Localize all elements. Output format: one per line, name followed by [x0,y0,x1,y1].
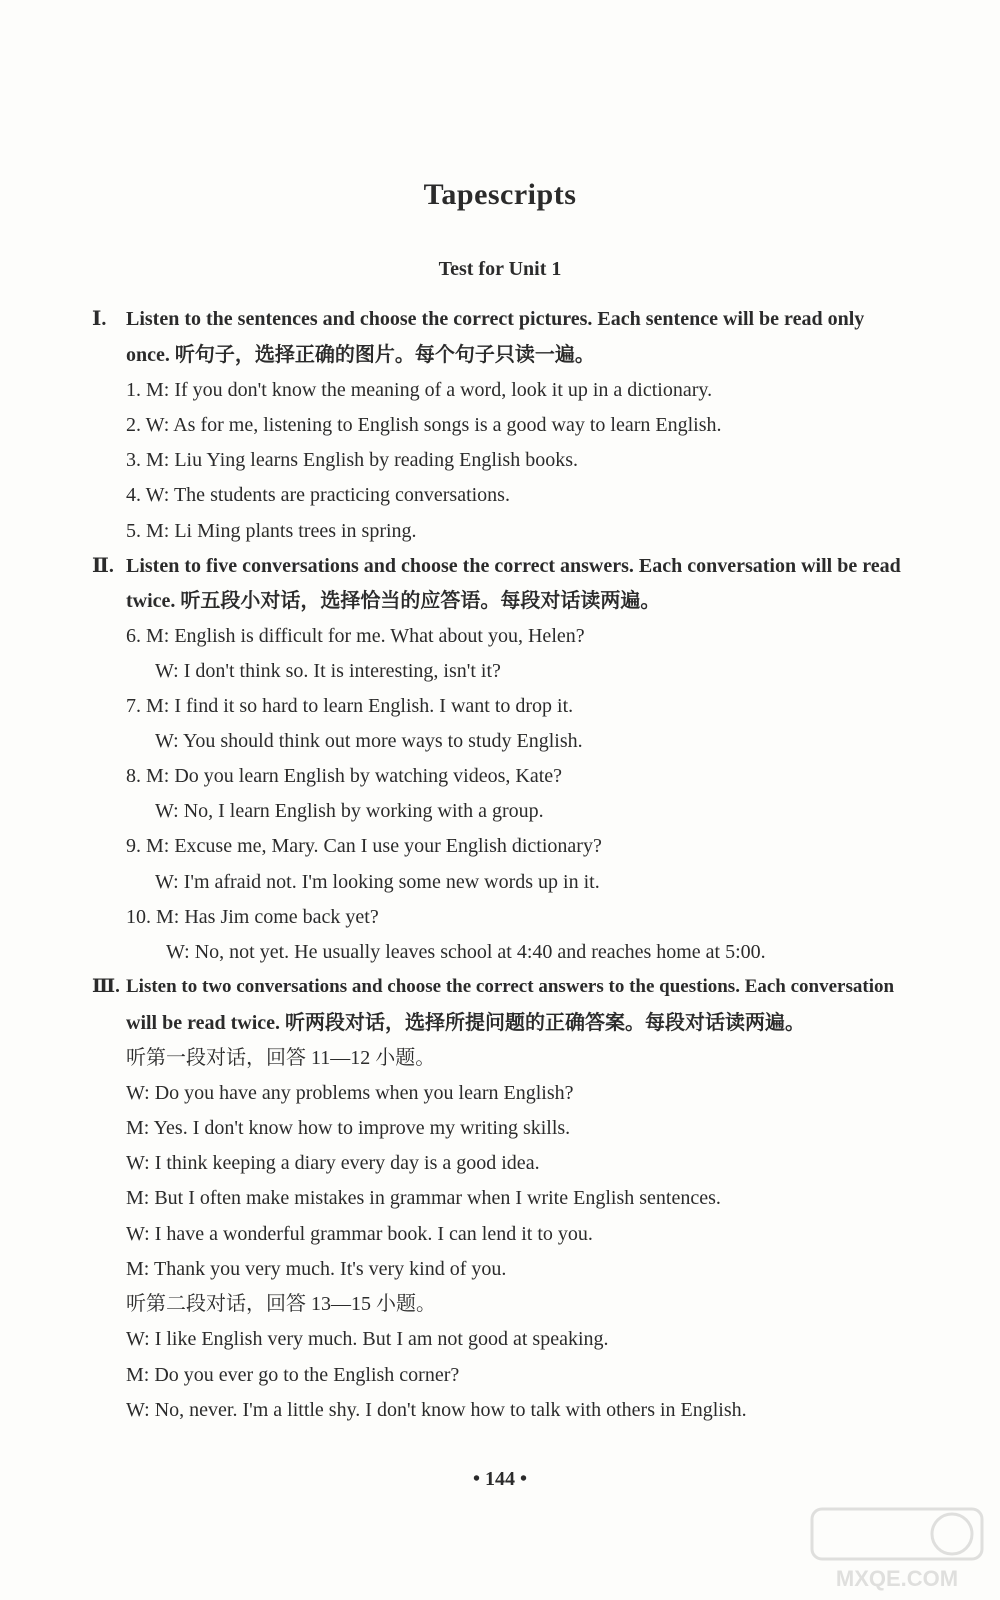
conversation-intro: 听第一段对话，回答 11—12 小题。 [126,1047,436,1069]
list-item: W: No, not yet. He usually leaves school at 4:40 and reaches home at 5:00. [166,941,766,963]
list-item: 3. M: Liu Ying learns English by reading English books. [126,449,579,471]
watermark-logo [802,1504,992,1594]
section-number: Ⅰ. [92,308,107,330]
list-item: 2. W: As for me, listening to English songs is a good way to learn English. [126,414,722,436]
watermark-text: MXQE.COM [835,1566,959,1591]
page-title: Tapescripts [423,178,577,211]
section-2-instruction-cont: twice. 听五段小对话，选择恰当的应答语。每段对话读两遍。 [126,590,661,612]
section-2-heading [92,552,901,580]
list-item: M: But I often make mistakes in grammar when I write English sentences. [126,1187,721,1209]
conversation-intro: 听第二段对话，回答 13—15 小题。 [126,1293,436,1315]
page-number: • 144 • [472,1468,527,1490]
section-number: Ⅱ. [92,555,114,577]
section-1-instruction-cont: once. 听句子，选择正确的图片。每个句子只读一遍。 [126,344,595,366]
list-item: 7. M: I find it so hard to learn English. I want to drop it. [126,695,574,717]
list-item: W: I think keeping a diary every day is a good idea. [126,1152,540,1174]
section-1-heading [92,305,864,333]
list-item: 9. M: Excuse me, Mary. Can I use your English dictionary? [126,835,602,857]
list-item: M: Yes. I don't know how to improve my writing skills. [126,1117,571,1139]
list-item: W: I have a wonderful grammar book. I can lend it to you. [126,1223,593,1245]
list-item: 1. M: If you don't know the meaning of a word, look it up in a dictionary. [126,379,713,401]
list-item: W: I like English very much. But I am not good at speaking. [126,1328,609,1350]
list-item: W: I'm afraid not. I'm looking some new words up in it. [155,871,600,893]
list-item: 6. M: English is difficult for me. What about you, Helen? [126,625,585,647]
list-item: M: Do you ever go to the English corner? [126,1364,460,1386]
list-item: W: No, I learn English by working with a group. [155,800,544,822]
section-instruction: Listen to five conversations and choose the correct answers. Each conversation will be read [126,555,901,577]
section-number: Ⅲ. [92,976,120,997]
list-item: W: No, never. I'm a little shy. I don't know how to talk with others in English. [126,1399,747,1421]
unit-subtitle: Test for Unit 1 [438,258,562,280]
section-instruction: Listen to the sentences and choose the correct pictures. Each sentence will be read only [126,308,865,330]
list-item: 4. W: The students are practicing conversations. [126,484,510,506]
section-instruction: Listen to two conversations and choose the correct answers to the questions. Each conversation [126,976,895,997]
section-3-heading [92,973,894,1001]
list-item: W: I don't think so. It is interesting, isn't it? [155,660,501,682]
list-item: W: You should think out more ways to study English. [155,730,583,752]
list-item: 5. M: Li Ming plants trees in spring. [126,520,417,542]
list-item: W: Do you have any problems when you learn English? [126,1082,574,1104]
section-3-instruction-cont: will be read twice. 听两段对话，选择所提问题的正确答案。每段对话读两遍。 [126,1012,806,1034]
list-item: M: Thank you very much. It's very kind of you. [126,1258,507,1280]
list-item: 10. M: Has Jim come back yet? [126,906,379,928]
list-item: 8. M: Do you learn English by watching videos, Kate? [126,765,563,787]
